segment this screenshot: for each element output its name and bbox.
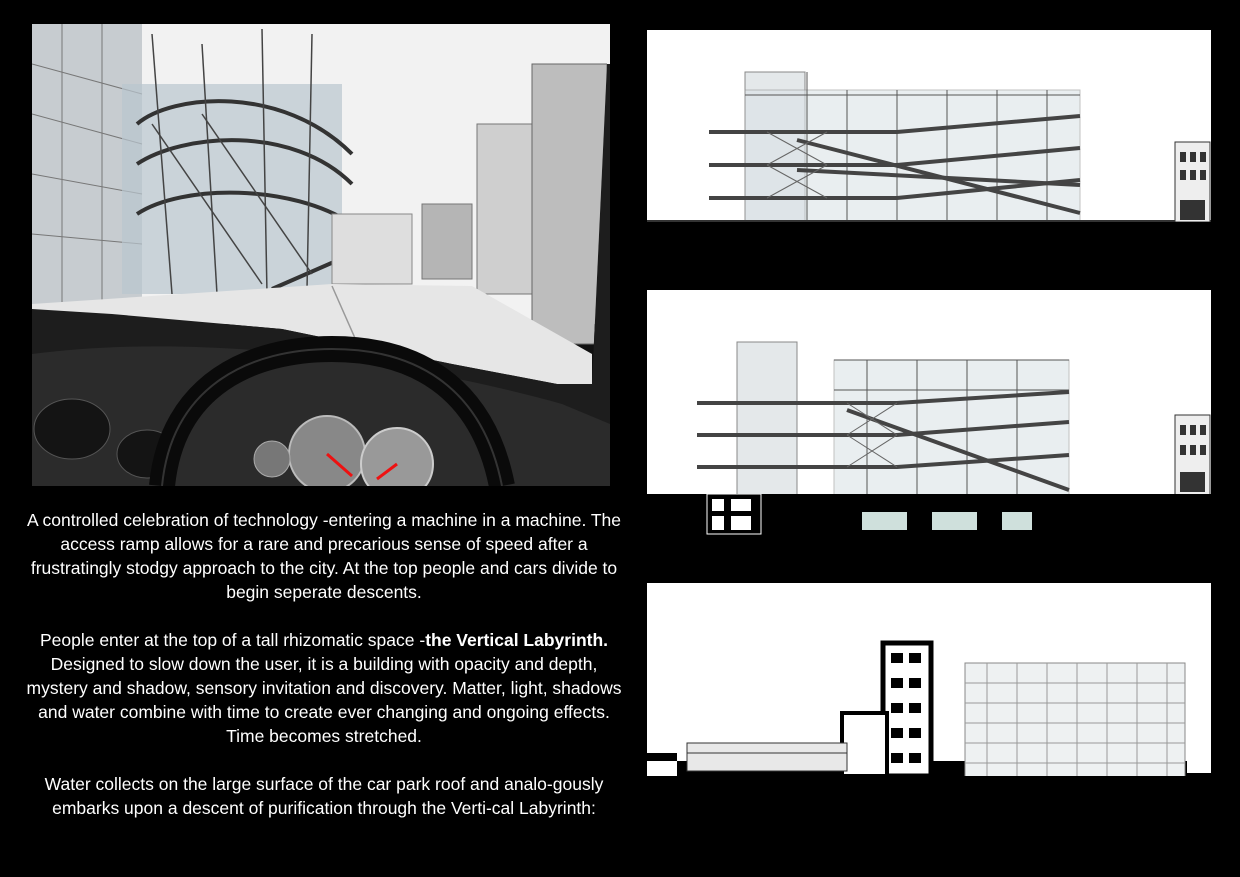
section-drawing-3 — [647, 583, 1211, 776]
description-text — [26, 508, 622, 844]
elevation-drawing-1 — [647, 30, 1211, 222]
paragraph-water-collects: Water collects on the large surface of the car park roof and analo-gously embarks upon a descent of purification through the Verti-cal Labyrinth: — [44, 774, 604, 818]
para2-bold: the Vertical Labyrinth. — [425, 630, 609, 650]
paragraph-access-ramp: A controlled celebration of technology -entering a machine in a machine. The access ramp allows for a rare and precarious sense of speed after a frustratingly stodgy approach to the city. At the top people and cars divide to begin seperate descents. — [26, 510, 622, 602]
para2-end: Designed to slow down the user, it is a building with opacity and depth, mystery and shadow, sensory invitation and discovery. Matter, light, shadows and water combine with time to create ever changing and ongoing effects. Time becomes stretched. — [26, 654, 622, 746]
paragraph-vertical-labyrinth — [26, 628, 622, 748]
section-drawing-2 — [647, 290, 1211, 495]
para2-start: People enter at the top of a tall rhizomatic space - — [39, 630, 426, 650]
windscreen-sketch-image — [32, 24, 610, 486]
section-2-ground — [647, 494, 1211, 544]
